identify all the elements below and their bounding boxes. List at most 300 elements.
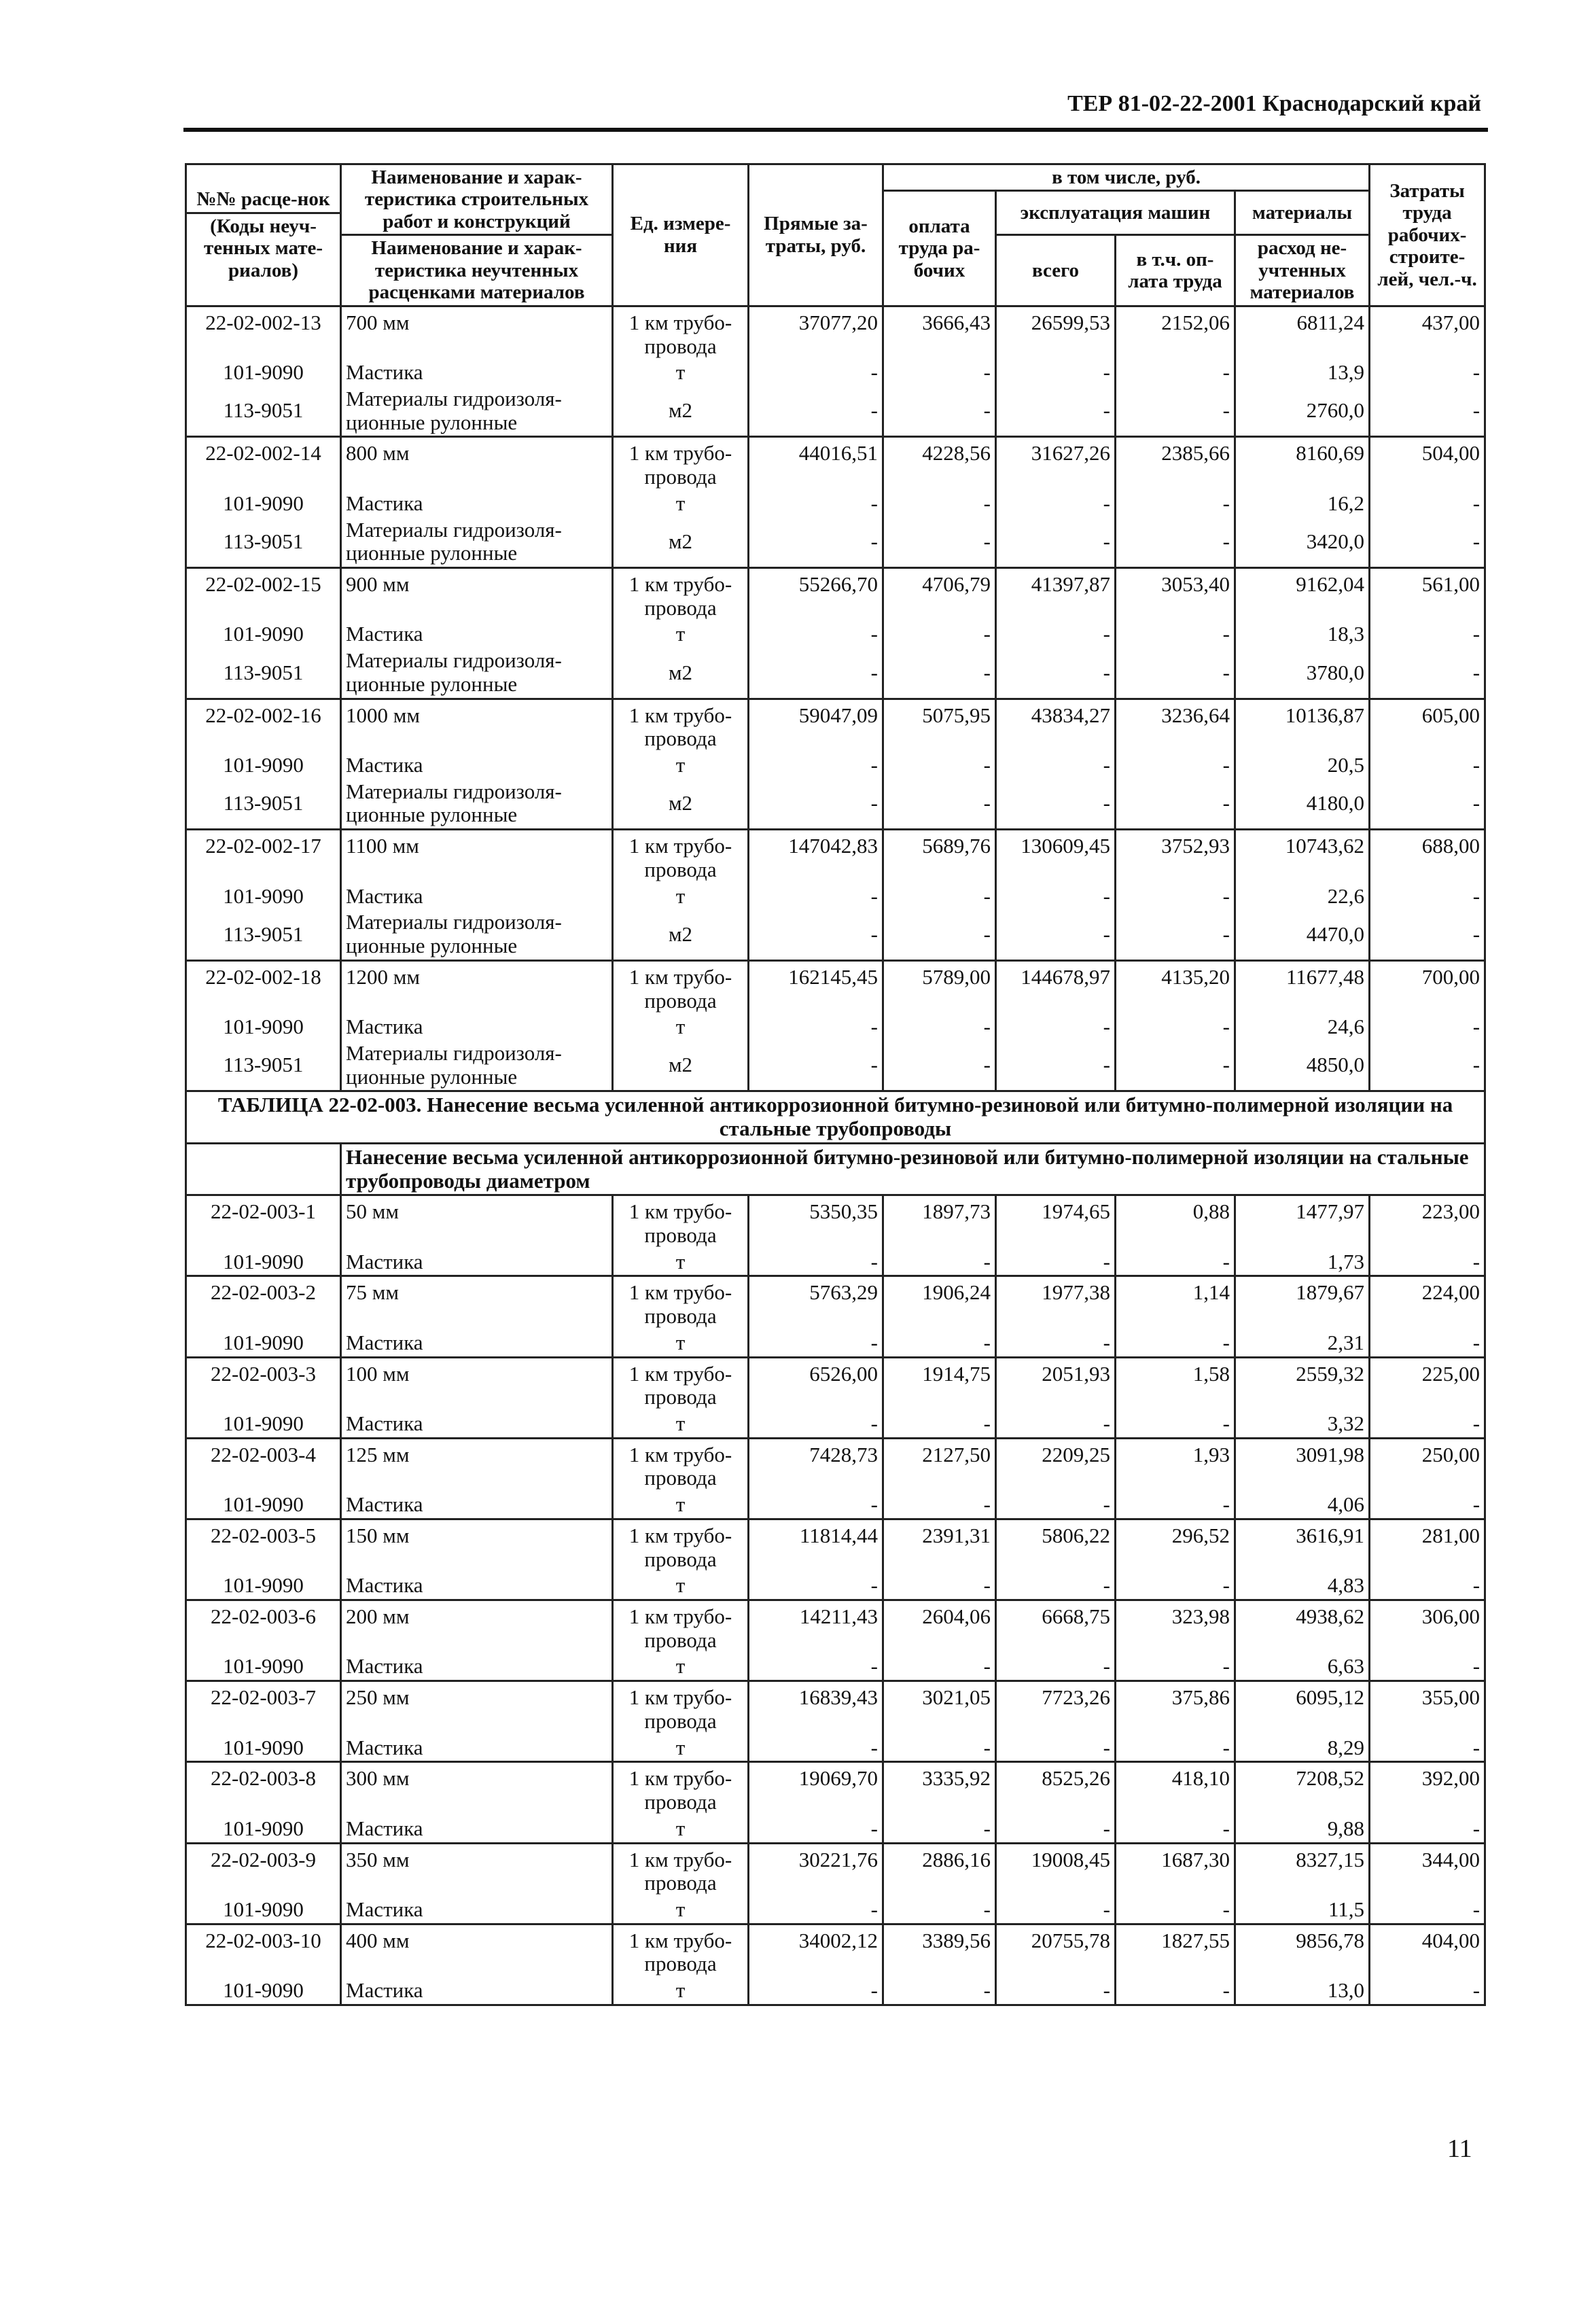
cell-code: 22-02-003-5: [186, 1519, 341, 1572]
cell-direct: -: [749, 491, 883, 517]
cell-unit: т: [613, 1816, 749, 1843]
cell-labor: -: [1370, 1816, 1485, 1843]
cell-mach-total: 19008,45: [996, 1843, 1116, 1897]
cell-mach-labor: -: [1116, 883, 1235, 910]
cell-labor: -: [1370, 1411, 1485, 1438]
table-row: [186, 1411, 1485, 1438]
col-labor-header: Затраты труда рабочих-строите-лей, чел.-ч.: [1370, 164, 1485, 306]
cell-name: Мастика: [341, 1014, 613, 1040]
cell-labor: -: [1370, 1977, 1485, 2005]
cell-mach-labor: -: [1116, 1572, 1235, 1600]
cell-mach-total: 6668,75: [996, 1600, 1116, 1654]
cell-mach-labor: -: [1116, 779, 1235, 830]
cell-code: 101-9090: [186, 1411, 341, 1438]
col-direct-header: Прямые за-траты, руб.: [749, 164, 883, 306]
cell-labor: -: [1370, 517, 1485, 568]
cell-direct: 11814,44: [749, 1519, 883, 1572]
cell-labor: -: [1370, 1897, 1485, 1924]
cell-labor: -: [1370, 386, 1485, 437]
cell-labor-pay: -: [883, 1014, 996, 1040]
cell-name: Мастика: [341, 1492, 613, 1519]
cell-mach-labor: 3236,64: [1116, 699, 1235, 752]
cell-materials: 6,63: [1235, 1653, 1370, 1681]
cell-direct: -: [749, 1040, 883, 1091]
cell-mach-labor: 1827,55: [1116, 1924, 1235, 1977]
cell-mach-total: -: [996, 752, 1116, 779]
cell-direct: 7428,73: [749, 1438, 883, 1492]
cell-name: Мастика: [341, 1653, 613, 1681]
cell-labor-pay: -: [883, 883, 996, 910]
cell-direct: -: [749, 621, 883, 648]
cell-name: Мастика: [341, 752, 613, 779]
cell-name: Мастика: [341, 1897, 613, 1924]
cell-name: Материалы гидроизоля-ционные рулонные: [341, 386, 613, 437]
cell-labor-pay: 3335,92: [883, 1762, 996, 1816]
cell-mach-labor: 0,88: [1116, 1195, 1235, 1249]
cell-labor: -: [1370, 1492, 1485, 1519]
table-row: [186, 779, 1485, 830]
cell-labor: 250,00: [1370, 1438, 1485, 1492]
cell-mach-total: -: [996, 1897, 1116, 1924]
cell-mach-labor: 418,10: [1116, 1762, 1235, 1816]
cell-direct: -: [749, 752, 883, 779]
cell-name: 75 мм: [341, 1276, 613, 1330]
cell-mach-total: 31627,26: [996, 437, 1116, 491]
cell-mach-total: 1977,38: [996, 1276, 1116, 1330]
cell-unit: 1 км трубо-провода: [613, 568, 749, 622]
cell-name: 900 мм: [341, 568, 613, 622]
cell-mach-labor: -: [1116, 491, 1235, 517]
cell-materials: 24,6: [1235, 1014, 1370, 1040]
cell-code: 22-02-003-2: [186, 1276, 341, 1330]
cell-unit: 1 км трубо-провода: [613, 1519, 749, 1572]
cell-labor: -: [1370, 1572, 1485, 1600]
cell-direct: -: [749, 1330, 883, 1357]
cell-mach-labor: -: [1116, 1816, 1235, 1843]
cell-direct: -: [749, 359, 883, 386]
cell-name: 1200 мм: [341, 960, 613, 1014]
cell-unit: м2: [613, 779, 749, 830]
table-row: [186, 909, 1485, 960]
cell-labor: 561,00: [1370, 568, 1485, 622]
cell-materials: 4,83: [1235, 1572, 1370, 1600]
cell-name: Мастика: [341, 1249, 613, 1276]
cell-mach-total: -: [996, 1735, 1116, 1762]
table-row: [186, 1816, 1485, 1843]
table-row: [186, 1014, 1485, 1040]
cell-name: Мастика: [341, 1330, 613, 1357]
table-row: [186, 960, 1485, 1014]
cell-mach-labor: -: [1116, 621, 1235, 648]
cell-unit: т: [613, 1977, 749, 2005]
table-row: [186, 1897, 1485, 1924]
table-title: ТАБЛИЦА 22-02-003. Нанесение весьма усиленной антикоррозионной битумно-резиновой или битумно-полимерной изоляции на стальные трубопроводы: [186, 1091, 1485, 1143]
cell-code: 22-02-003-3: [186, 1357, 341, 1411]
cell-materials: 22,6: [1235, 883, 1370, 910]
cell-unit: 1 км трубо-провода: [613, 1762, 749, 1816]
cell-mach-total: 5806,22: [996, 1519, 1116, 1572]
cell-code: 113-9051: [186, 1040, 341, 1091]
cell-mach-labor: 323,98: [1116, 1600, 1235, 1654]
cell-name: 200 мм: [341, 1600, 613, 1654]
cell-mach-total: -: [996, 1411, 1116, 1438]
cell-labor: 437,00: [1370, 306, 1485, 359]
cell-mach-labor: -: [1116, 1897, 1235, 1924]
cell-labor-pay: -: [883, 648, 996, 699]
cell-labor: 688,00: [1370, 830, 1485, 883]
cell-code: 22-02-003-4: [186, 1438, 341, 1492]
table-row: [186, 621, 1485, 648]
cell-labor-pay: 3389,56: [883, 1924, 996, 1977]
cell-unit: т: [613, 1653, 749, 1681]
cell-labor-pay: -: [883, 1735, 996, 1762]
cell-name: 1100 мм: [341, 830, 613, 883]
cell-mach-total: -: [996, 1816, 1116, 1843]
cell-mach-total: -: [996, 1014, 1116, 1040]
cell-direct: -: [749, 1977, 883, 2005]
cell-labor-pay: 4706,79: [883, 568, 996, 622]
cell-labor-pay: 2604,06: [883, 1600, 996, 1654]
price-table: [185, 163, 1486, 2006]
page-number: 11: [1447, 2134, 1472, 2163]
cell-materials: 13,9: [1235, 359, 1370, 386]
cell-materials: 9856,78: [1235, 1924, 1370, 1977]
cell-labor-pay: -: [883, 1492, 996, 1519]
cell-materials: 3420,0: [1235, 517, 1370, 568]
cell-mach-total: -: [996, 1040, 1116, 1091]
cell-labor-pay: 2127,50: [883, 1438, 996, 1492]
cell-direct: 162145,45: [749, 960, 883, 1014]
cell-unit: 1 км трубо-провода: [613, 1438, 749, 1492]
cell-direct: -: [749, 1816, 883, 1843]
cell-materials: 6095,12: [1235, 1681, 1370, 1735]
col-incl-header: в том числе, руб.: [883, 164, 1370, 191]
table-row: [186, 386, 1485, 437]
cell-mach-total: 43834,27: [996, 699, 1116, 752]
cell-mach-total: 1974,65: [996, 1195, 1116, 1249]
cell-materials: 1477,97: [1235, 1195, 1370, 1249]
cell-mach-labor: -: [1116, 1040, 1235, 1091]
cell-code: 101-9090: [186, 1897, 341, 1924]
cell-code: 22-02-003-8: [186, 1762, 341, 1816]
cell-mach-labor: -: [1116, 517, 1235, 568]
table-row: [186, 1492, 1485, 1519]
cell-labor: -: [1370, 1653, 1485, 1681]
cell-name: 100 мм: [341, 1357, 613, 1411]
cell-direct: -: [749, 1653, 883, 1681]
cell-unit: м2: [613, 386, 749, 437]
running-header: [183, 87, 1488, 132]
table-row: [186, 1276, 1485, 1330]
cell-direct: 44016,51: [749, 437, 883, 491]
cell-unit: 1 км трубо-провода: [613, 1924, 749, 1977]
cell-mach-total: 2051,93: [996, 1357, 1116, 1411]
cell-materials: 4938,62: [1235, 1600, 1370, 1654]
cell-labor: -: [1370, 752, 1485, 779]
cell-mach-labor: 1687,30: [1116, 1843, 1235, 1897]
cell-labor-pay: 3666,43: [883, 306, 996, 359]
cell-mach-total: -: [996, 1653, 1116, 1681]
cell-labor: -: [1370, 359, 1485, 386]
cell-materials: 3,32: [1235, 1411, 1370, 1438]
cell-labor-pay: -: [883, 1040, 996, 1091]
cell-direct: 5350,35: [749, 1195, 883, 1249]
col-laborpay-header: оплата труда ра-бочих: [883, 191, 996, 306]
cell-mach-total: -: [996, 648, 1116, 699]
cell-code: 101-9090: [186, 621, 341, 648]
cell-materials: 9162,04: [1235, 568, 1370, 622]
cell-labor-pay: 5689,76: [883, 830, 996, 883]
cell-name: 700 мм: [341, 306, 613, 359]
cell-mach-labor: 4135,20: [1116, 960, 1235, 1014]
cell-unit: т: [613, 883, 749, 910]
col-name-header: Наименование и харак-теристика строительных работ и конструкций Наименование и харак-теристика неучтенных расценками материалов: [341, 164, 613, 306]
cell-materials: 1879,67: [1235, 1276, 1370, 1330]
cell-direct: -: [749, 1249, 883, 1276]
cell-mach-total: -: [996, 1572, 1116, 1600]
cell-labor-pay: -: [883, 621, 996, 648]
cell-code: 22-02-002-15: [186, 568, 341, 622]
cell-unit: 1 км трубо-провода: [613, 960, 749, 1014]
cell-materials: 10136,87: [1235, 699, 1370, 752]
cell-name: Мастика: [341, 1411, 613, 1438]
cell-direct: 59047,09: [749, 699, 883, 752]
cell-mach-labor: -: [1116, 648, 1235, 699]
cell-mach-total: 130609,45: [996, 830, 1116, 883]
cell-labor: -: [1370, 1249, 1485, 1276]
cell-mach-total: -: [996, 517, 1116, 568]
cell-materials: 7208,52: [1235, 1762, 1370, 1816]
cell-name: 1000 мм: [341, 699, 613, 752]
cell-code: 101-9090: [186, 1014, 341, 1040]
cell-unit: 1 км трубо-провода: [613, 1357, 749, 1411]
cell-materials: 4,06: [1235, 1492, 1370, 1519]
cell-unit: 1 км трубо-провода: [613, 306, 749, 359]
cell-mach-labor: -: [1116, 1653, 1235, 1681]
cell-unit: м2: [613, 1040, 749, 1091]
cell-labor-pay: -: [883, 491, 996, 517]
cell-name: 400 мм: [341, 1924, 613, 1977]
cell-labor: -: [1370, 1330, 1485, 1357]
cell-code: 22-02-003-1: [186, 1195, 341, 1249]
cell-labor-pay: 5789,00: [883, 960, 996, 1014]
cell-materials: 3616,91: [1235, 1519, 1370, 1572]
cell-materials: 8160,69: [1235, 437, 1370, 491]
cell-materials: 9,88: [1235, 1816, 1370, 1843]
cell-direct: -: [749, 883, 883, 910]
cell-direct: -: [749, 1572, 883, 1600]
cell-mach-total: 20755,78: [996, 1924, 1116, 1977]
cell-unit: т: [613, 1330, 749, 1357]
table-row: [186, 306, 1485, 359]
cell-labor: 281,00: [1370, 1519, 1485, 1572]
table-row: [186, 491, 1485, 517]
cell-labor-pay: 3021,05: [883, 1681, 996, 1735]
cell-direct: -: [749, 648, 883, 699]
cell-labor-pay: -: [883, 909, 996, 960]
cell-unit: м2: [613, 517, 749, 568]
cell-labor-pay: 1914,75: [883, 1357, 996, 1411]
cell-mach-total: -: [996, 359, 1116, 386]
cell-code: 22-02-003-9: [186, 1843, 341, 1897]
cell-mach-labor: -: [1116, 1492, 1235, 1519]
cell-mach-labor: -: [1116, 909, 1235, 960]
cell-labor: 605,00: [1370, 699, 1485, 752]
cell-unit: 1 км трубо-провода: [613, 1600, 749, 1654]
cell-mach-total: 7723,26: [996, 1681, 1116, 1735]
cell-labor: -: [1370, 1014, 1485, 1040]
cell-unit: 1 км трубо-провода: [613, 1276, 749, 1330]
col-machlabor-header: в т.ч. оп-лата труда: [1116, 235, 1235, 306]
table-row: [186, 1843, 1485, 1897]
cell-code: 22-02-002-16: [186, 699, 341, 752]
cell-name: Материалы гидроизоля-ционные рулонные: [341, 648, 613, 699]
col-machtotal-header: всего: [996, 235, 1116, 306]
cell-mach-labor: 375,86: [1116, 1681, 1235, 1735]
cell-materials: 10743,62: [1235, 830, 1370, 883]
cell-labor: -: [1370, 491, 1485, 517]
cell-mach-total: -: [996, 883, 1116, 910]
cell-unit: т: [613, 491, 749, 517]
cell-labor: -: [1370, 1735, 1485, 1762]
cell-direct: 30221,76: [749, 1843, 883, 1897]
cell-labor: 306,00: [1370, 1600, 1485, 1654]
table-row: [186, 1600, 1485, 1654]
cell-labor-pay: -: [883, 1330, 996, 1357]
cell-code: 101-9090: [186, 1977, 341, 2005]
cell-unit: т: [613, 1572, 749, 1600]
table-row: [186, 437, 1485, 491]
cell-code: 101-9090: [186, 1816, 341, 1843]
cell-code: 113-9051: [186, 517, 341, 568]
cell-code: 22-02-003-6: [186, 1600, 341, 1654]
cell-direct: 5763,29: [749, 1276, 883, 1330]
cell-name: 150 мм: [341, 1519, 613, 1572]
cell-direct: 37077,20: [749, 306, 883, 359]
cell-code: 101-9090: [186, 1735, 341, 1762]
cell-mach-total: 8525,26: [996, 1762, 1116, 1816]
cell-mach-total: -: [996, 621, 1116, 648]
cell-mach-labor: 2385,66: [1116, 437, 1235, 491]
table-row: [186, 1357, 1485, 1411]
col-unit-header: Ед. измере-ния: [613, 164, 749, 306]
cell-code: 113-9051: [186, 779, 341, 830]
table-row: [186, 1977, 1485, 2005]
table-row: [186, 1519, 1485, 1572]
cell-labor-pay: -: [883, 517, 996, 568]
cell-mach-labor: 3053,40: [1116, 568, 1235, 622]
cell-mach-total: 2209,25: [996, 1438, 1116, 1492]
cell-mach-labor: 1,93: [1116, 1438, 1235, 1492]
cell-mach-total: -: [996, 1977, 1116, 2005]
cell-mach-labor: -: [1116, 1014, 1235, 1040]
cell-labor: -: [1370, 648, 1485, 699]
table-row: [186, 1653, 1485, 1681]
cell-materials: 4850,0: [1235, 1040, 1370, 1091]
cell-labor-pay: -: [883, 1411, 996, 1438]
cell-mach-labor: -: [1116, 359, 1235, 386]
cell-code: 113-9051: [186, 648, 341, 699]
cell-mach-labor: 3752,93: [1116, 830, 1235, 883]
cell-unit: м2: [613, 648, 749, 699]
cell-mach-total: 144678,97: [996, 960, 1116, 1014]
cell-code: 101-9090: [186, 1330, 341, 1357]
cell-code: 113-9051: [186, 909, 341, 960]
cell-unit: 1 км трубо-провода: [613, 437, 749, 491]
cell-materials: 8,29: [1235, 1735, 1370, 1762]
cell-direct: -: [749, 1492, 883, 1519]
cell-materials: 18,3: [1235, 621, 1370, 648]
cell-mach-total: -: [996, 779, 1116, 830]
cell-mach-labor: -: [1116, 1249, 1235, 1276]
table-row: [186, 359, 1485, 386]
cell-code: 22-02-002-14: [186, 437, 341, 491]
cell-labor: -: [1370, 779, 1485, 830]
cell-code: 22-02-002-18: [186, 960, 341, 1014]
cell-labor-pay: -: [883, 359, 996, 386]
cell-unit: 1 км трубо-провода: [613, 1681, 749, 1735]
cell-name: Материалы гидроизоля-ционные рулонные: [341, 1040, 613, 1091]
cell-mach-labor: 1,14: [1116, 1276, 1235, 1330]
table-row: [186, 1040, 1485, 1091]
cell-name: 800 мм: [341, 437, 613, 491]
table-row: [186, 1681, 1485, 1735]
doc-reference: ТЕР 81-02-22-2001 Краснодарский край: [1067, 91, 1481, 116]
cell-labor: -: [1370, 1040, 1485, 1091]
cell-unit: т: [613, 752, 749, 779]
cell-unit: м2: [613, 909, 749, 960]
cell-name: Материалы гидроизоля-ционные рулонные: [341, 779, 613, 830]
cell-labor-pay: 2391,31: [883, 1519, 996, 1572]
cell-unit: т: [613, 359, 749, 386]
cell-code: 22-02-003-7: [186, 1681, 341, 1735]
cell-labor-pay: -: [883, 752, 996, 779]
table-row: [186, 883, 1485, 910]
header-row-1: [186, 164, 1485, 191]
cell-direct: 147042,83: [749, 830, 883, 883]
cell-mach-labor: -: [1116, 1330, 1235, 1357]
cell-materials: 3091,98: [1235, 1438, 1370, 1492]
cell-name: 300 мм: [341, 1762, 613, 1816]
cell-code: 22-02-002-13: [186, 306, 341, 359]
cell-code: 22-02-002-17: [186, 830, 341, 883]
cell-labor: 224,00: [1370, 1276, 1485, 1330]
cell-name: Материалы гидроизоля-ционные рулонные: [341, 517, 613, 568]
cell-labor-pay: -: [883, 1816, 996, 1843]
cell-direct: -: [749, 1411, 883, 1438]
cell-direct: 16839,43: [749, 1681, 883, 1735]
cell-code: 101-9090: [186, 359, 341, 386]
table-row: [186, 752, 1485, 779]
cell-code: 113-9051: [186, 386, 341, 437]
col-materials-sub-header: расход не-учтенных материалов: [1235, 235, 1370, 306]
table-row: [186, 568, 1485, 622]
cell-labor-pay: -: [883, 779, 996, 830]
cell-direct: -: [749, 1014, 883, 1040]
cell-materials: 2559,32: [1235, 1357, 1370, 1411]
cell-materials: 8327,15: [1235, 1843, 1370, 1897]
table-body-22-02-003: [186, 1195, 1485, 2005]
cell-unit: 1 км трубо-провода: [613, 1843, 749, 1897]
cell-direct: 34002,12: [749, 1924, 883, 1977]
cell-name: 350 мм: [341, 1843, 613, 1897]
table-row: [186, 1572, 1485, 1600]
cell-labor: 504,00: [1370, 437, 1485, 491]
cell-name: Мастика: [341, 1735, 613, 1762]
cell-name: 250 мм: [341, 1681, 613, 1735]
cell-unit: т: [613, 1411, 749, 1438]
table-row: [186, 699, 1485, 752]
